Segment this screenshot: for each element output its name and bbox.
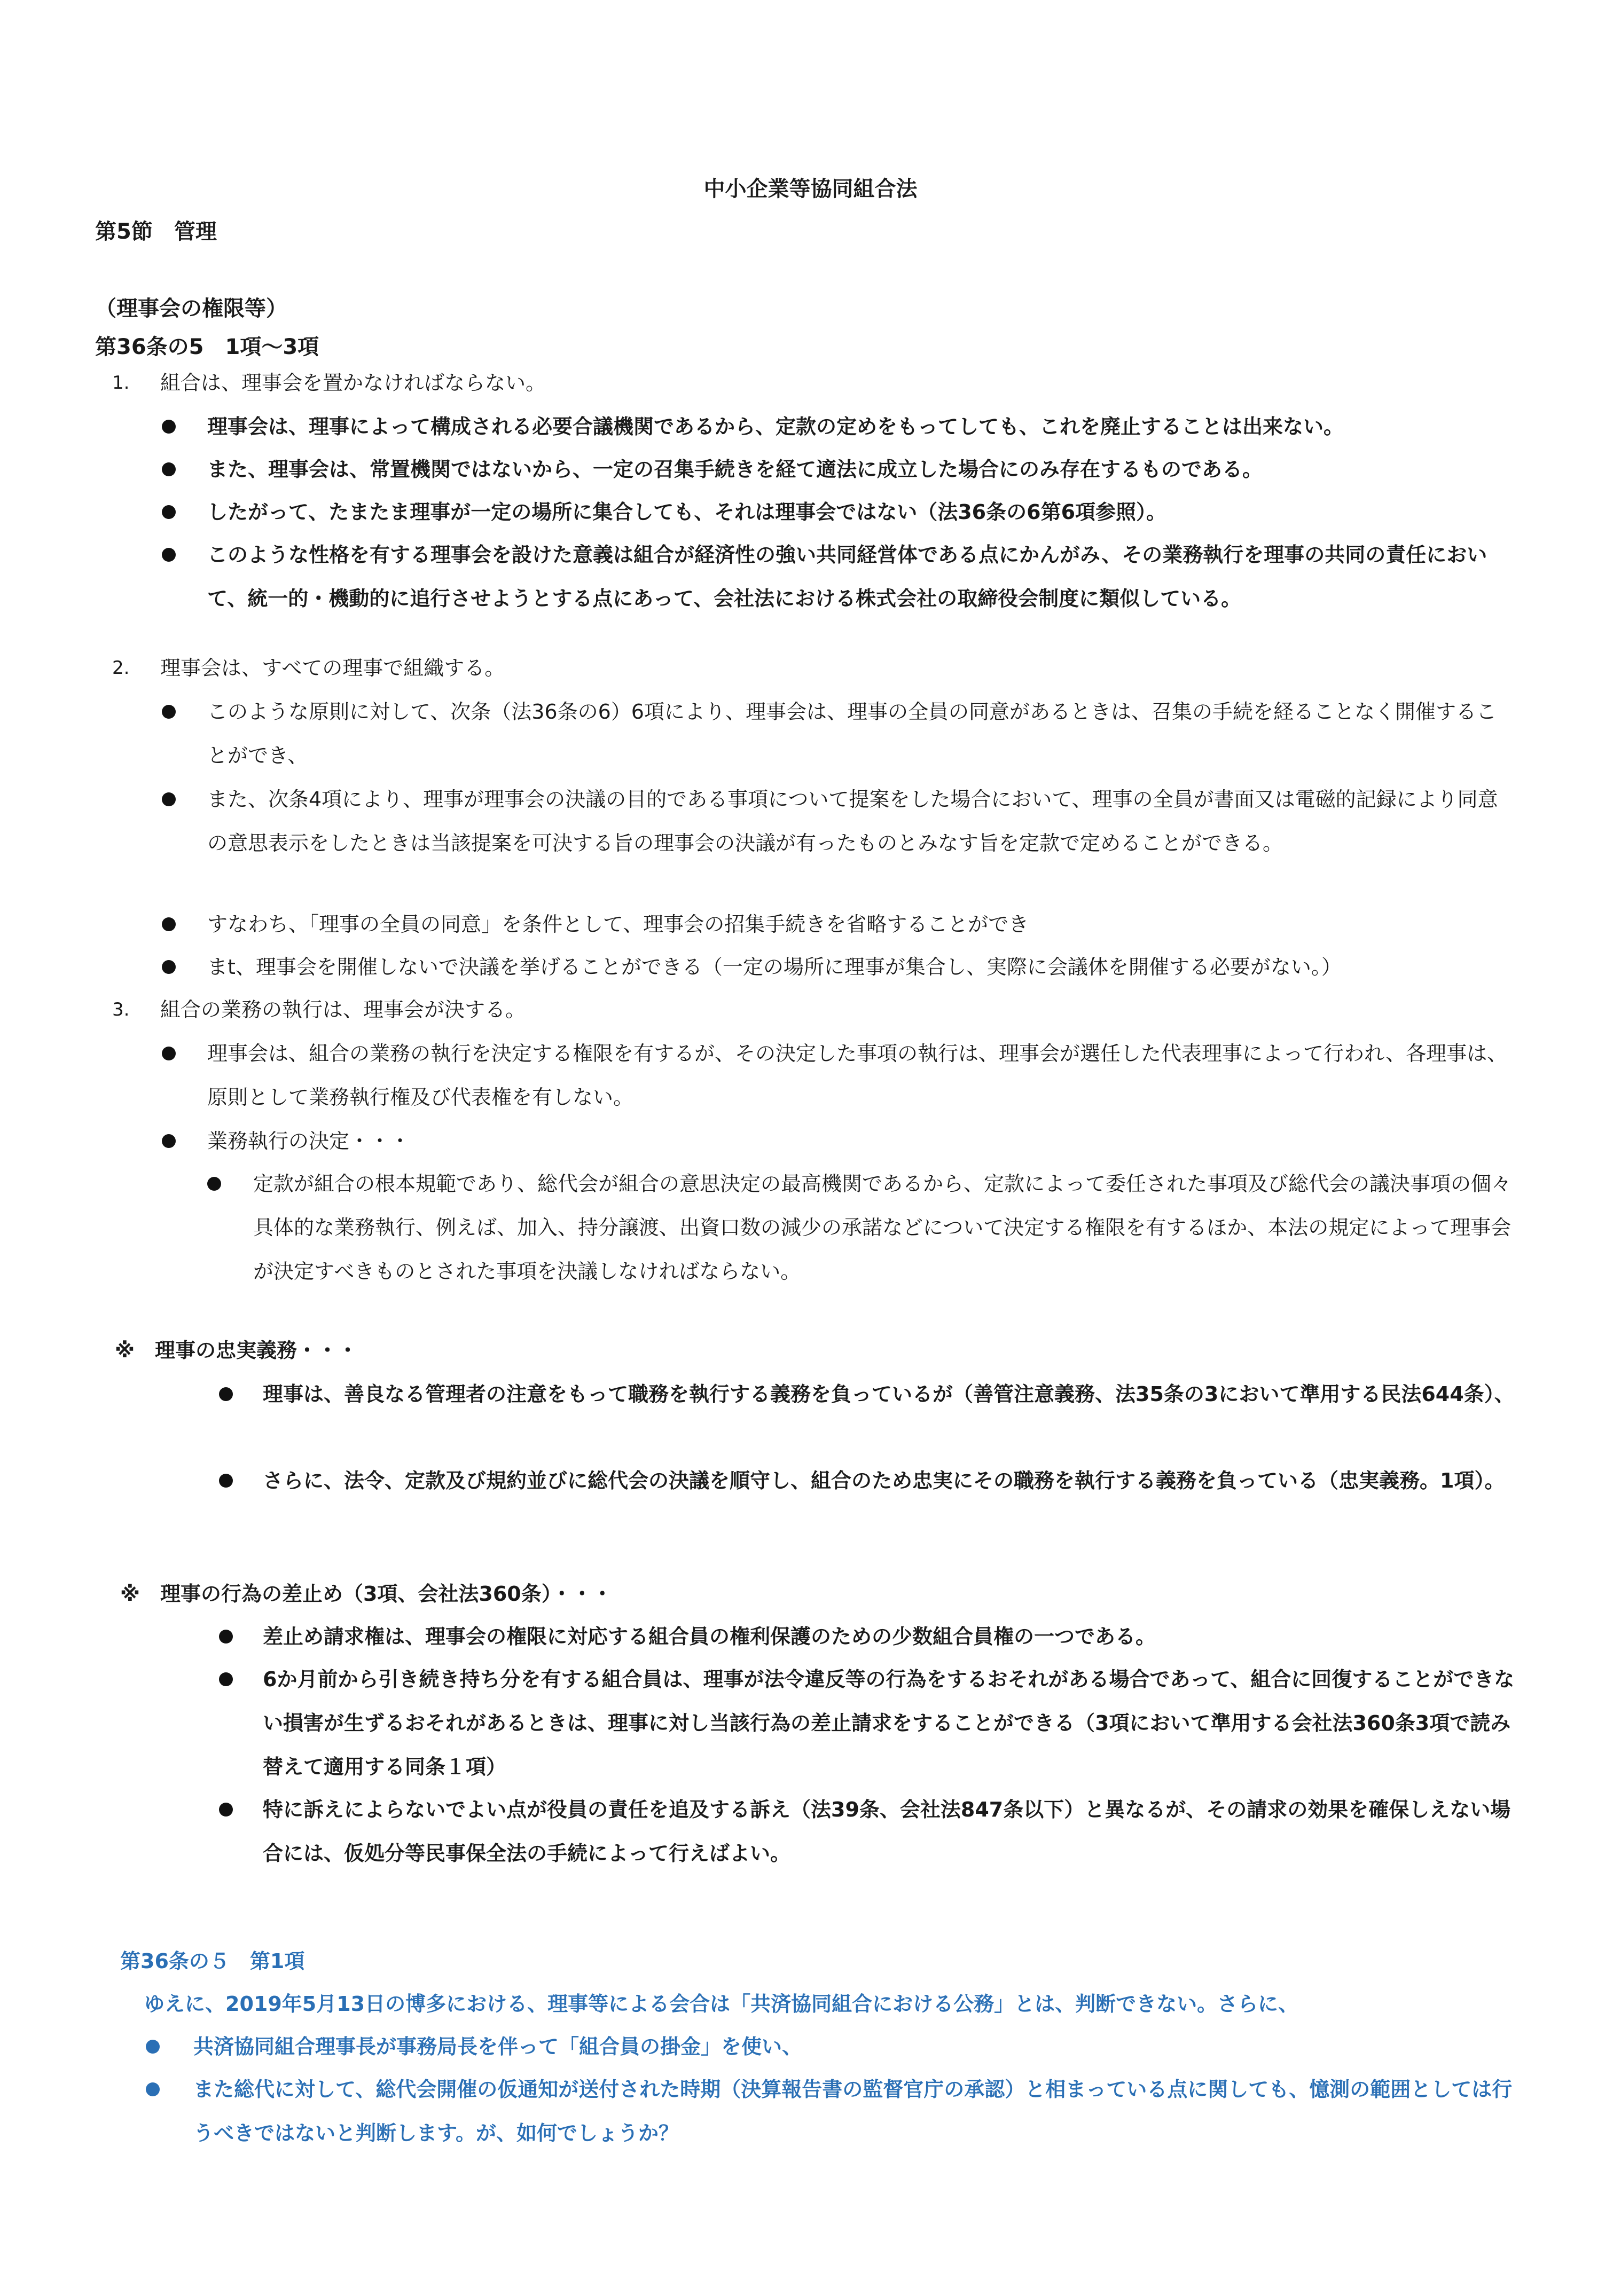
document-title: 中小企業等協同組合法 bbox=[703, 177, 918, 201]
bullet-icon bbox=[207, 1177, 221, 1191]
bullet-icon bbox=[162, 420, 176, 434]
item-number: 3. bbox=[112, 999, 130, 1020]
item-text: 組合の業務の執行は、理事会が決する。 bbox=[160, 998, 526, 1021]
list-item: このような性格を有する理事会を設けた意義は組合が経済性の強い共同経営体である点にかんがみ、その業務執行を理事の共同の責任において、統一的・機動的に追行させようとする点にあって、会社法における株式会社の取締役会制度に類似している。 bbox=[207, 543, 1487, 610]
bullet-icon bbox=[219, 1672, 233, 1686]
list-item: 理事会は、理事によって構成される必要合議機関であるから、定款の定めをもってしても、これを廃止することは出来ない。 bbox=[207, 415, 1344, 438]
bullet-icon bbox=[162, 792, 176, 806]
bullet-icon bbox=[162, 548, 176, 562]
article-heading: 第36条の5 1項～3項 bbox=[95, 335, 319, 359]
list-item: 理事会は、組合の業務の執行を決定する権限を有するが、その決定した事項の執行は、理事会が選任した代表理事によって行われ、各理事は、原則として業務執行権及び代表権を有しない。 bbox=[207, 1042, 1508, 1109]
list-item: このような原則に対して、次条（法36条の6）6項により、理事会は、理事の全員の同意があるときは、召集の手続を経ることなく開催することができ、 bbox=[207, 700, 1497, 767]
blue-list-item: また総代に対して、総代会開催の仮通知が送付された時期（決算報告書の監督官庁の承認）と相まっている点に関しても、憶測の範囲としては行うべきではないと判断します。が、如何でしょうか？ bbox=[193, 2078, 1513, 2145]
bullet-icon bbox=[162, 1134, 176, 1148]
bullet-icon bbox=[219, 1387, 233, 1401]
item-text: 理事会は、すべての理事で組織する。 bbox=[160, 656, 505, 680]
bullet-icon bbox=[219, 1803, 233, 1817]
bullet-icon bbox=[162, 705, 176, 719]
bullet-icon bbox=[162, 917, 176, 931]
list-item: また、理事会は、常置機関ではないから、一定の召集手続きを経て適法に成立した場合にのみ存在するものである。 bbox=[207, 458, 1263, 481]
list-item: さらに、法令、定款及び規約並びに総代会の決議を順守し、組合のため忠実にその職務を執行する義務を負っている（忠実義務。1項）。 bbox=[263, 1469, 1505, 1492]
item-text: 組合は、理事会を置かなければならない。 bbox=[160, 371, 546, 395]
list-item: 6か月前から引き続き持ち分を有する組合員は、理事が法令違反等の行為をするおそれがある場合であって、組合に回復することができない損害が生ずるおそれがあるときは、理事に対し当該行為の差止請求をすることができる（3項において準用する会社法360条3項で読み替えて適用する同条１項） bbox=[263, 1668, 1515, 1779]
list-item: 理事は、善良なる管理者の注意をもって職務を執行する義務を負っているが（善管注意義務、法35条の3において準用する民法644条）、 bbox=[263, 1382, 1515, 1406]
bullet-icon bbox=[219, 1474, 233, 1488]
blue-list-item: 共済協同組合理事長が事務局長を伴って「組合員の掛金」を使い、 bbox=[193, 2035, 803, 2058]
list-item: まt、理事会を開催しないで決議を挙げることができる（一定の場所に理事が集合し、実際に会議体を開催する必要がない。） bbox=[207, 955, 1342, 979]
note-heading: ※ 理事の行為の差止め（3項、会社法360条）・・・ bbox=[120, 1582, 613, 1606]
item-number: 2. bbox=[112, 657, 130, 679]
bullet-icon bbox=[146, 2040, 160, 2054]
note-heading: ※ 理事の忠実義務・・・ bbox=[115, 1339, 358, 1362]
bullet-icon bbox=[162, 960, 176, 974]
list-item: すなわち、「理事の全員の同意」を条件として、理事会の招集手続きを省略することができ bbox=[207, 913, 1029, 936]
item-number: 1. bbox=[112, 372, 130, 394]
list-item: 特に訴えによらないでよい点が役員の責任を追及する訴え（法39条、会社法847条以下）と異なるが、その請求の効果を確保しえない場合には、仮処分等民事保全法の手続によって行えばよい。 bbox=[263, 1798, 1511, 1865]
bullet-icon bbox=[146, 2082, 160, 2096]
section-heading: 第5節 管理 bbox=[95, 219, 217, 244]
list-item: また、次条4項により、理事が理事会の決議の目的である事項について提案をした場合において、理事の全員が書面又は電磁的記録により同意の意思表示をしたときは当該提案を可決する旨の理事会の決議が有ったものとみなす旨を定款で定めることができる。 bbox=[207, 788, 1498, 855]
bullet-icon bbox=[162, 462, 176, 476]
blue-heading: 第36条の５ 第1項 bbox=[120, 1949, 305, 1973]
paren-heading: （理事会の権限等） bbox=[95, 296, 287, 321]
bullet-icon bbox=[162, 505, 176, 519]
list-item: 業務執行の決定・・・ bbox=[207, 1129, 411, 1153]
list-item: したがって、たまたま理事が一定の場所に集合しても、それは理事会ではない（法36条の6第6項参照）。 bbox=[207, 500, 1167, 524]
list-item: 差止め請求権は、理事会の権限に対応する組合員の権利保護のための少数組合員権の一つである。 bbox=[263, 1625, 1156, 1648]
bullet-icon bbox=[219, 1630, 233, 1644]
bullet-icon bbox=[162, 1047, 176, 1060]
blue-intro: ゆえに、2019年5月13日の博多における、理事等による会合は「共済協同組合における公務」とは、判断できない。さらに、 bbox=[144, 1992, 1299, 2016]
sub-list-item: 定款が組合の根本規範であり、総代会が組合の意思決定の最高機関であるから、定款によって委任された事項及び総代会の議決事項の個々具体的な業務執行、例えば、加入、持分譲渡、出資口数の減少の承諾などについて決定する権限を有するほか、本法の規定によって理事会が決定すべきものとされた事項を決議しなければならない。 bbox=[253, 1172, 1512, 1283]
